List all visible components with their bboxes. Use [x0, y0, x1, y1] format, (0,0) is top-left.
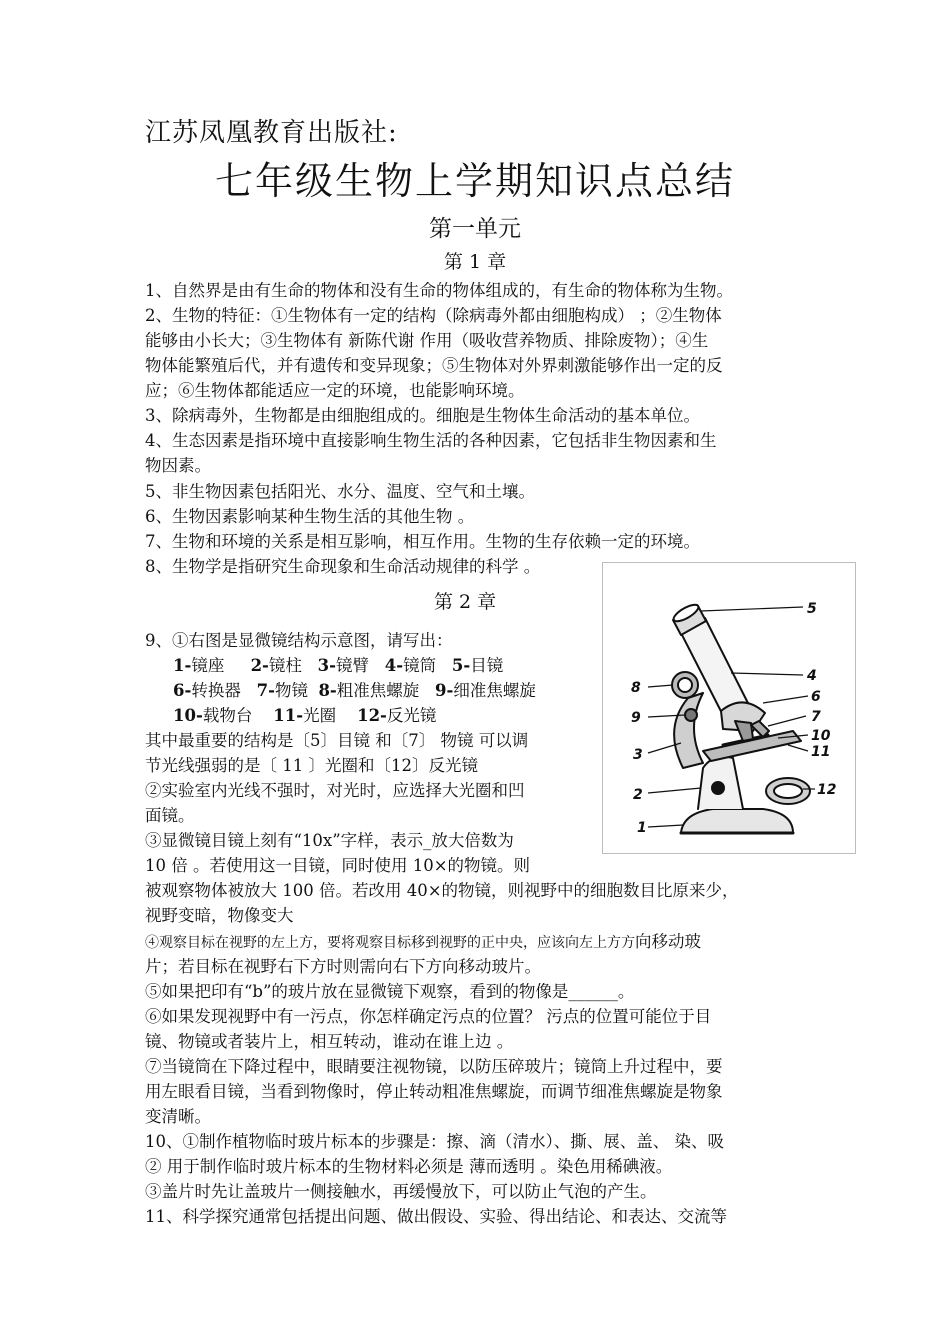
- paragraph-line: 4、生态因素是指环境中直接影响生物生活的各种因素，它包括非生物因素和生: [145, 431, 717, 450]
- label-7: 7: [811, 709, 821, 725]
- part-name: 镜筒: [403, 656, 437, 675]
- paragraph-line: 片；若目标在视野右下方时则需向右下方向移动玻片。: [145, 957, 541, 976]
- label-3: 3: [633, 747, 643, 763]
- label-10: 10: [811, 728, 831, 744]
- paragraph-line: 面镜。: [145, 806, 195, 825]
- parts-row: [173, 702, 436, 726]
- text-run: 向移动玻: [635, 932, 701, 951]
- page-title: 七年级生物上学期知识点总结: [214, 159, 735, 203]
- part-name: 反光镜: [386, 706, 437, 725]
- paragraph-line: 物体能繁殖后代，并有遗传和变异现象；⑤生物体对外界刺激能够作出一定的反: [145, 356, 723, 375]
- paragraph-line: 节光线强弱的是〔 11 〕光圈和〔12〕反光镜: [145, 756, 478, 775]
- part-number: 3-: [317, 656, 337, 675]
- paragraph-line: ⑤如果把印有“b”的玻片放在显微镜下观察，看到的物像是______。: [145, 982, 635, 1001]
- paragraph-line: 5、非生物因素包括阳光、水分、温度、空气和土壤。: [145, 482, 535, 501]
- part-name: 目镜: [470, 656, 504, 675]
- part-number: 1-: [173, 656, 192, 675]
- chapter2-heading: 第 2 章: [434, 591, 497, 613]
- part-number: 4-: [384, 656, 404, 675]
- part-number: 2-: [250, 656, 269, 675]
- paragraph-line: ⑦当镜筒在下降过程中，眼睛要注视物镜，以防压碎玻片；镜筒上升过程中，要: [145, 1057, 723, 1076]
- unit-heading: 第一单元: [429, 216, 521, 242]
- paragraph-line: 2、生物的特征：①生物体有一定的结构（除病毒外都由细胞构成） ；②生物体: [145, 306, 722, 325]
- paragraph-line: 11、科学探究通常包括提出问题、做出假设、实验、得出结论、和表达、交流等: [145, 1207, 727, 1226]
- part-name: 转换器: [191, 681, 241, 700]
- paragraph-line: 能够由小长大；③生物体有 新陈代谢 作用（吸收营养物质、排除废物）；④生: [145, 331, 709, 350]
- paragraph-line: 被观察物体被放大 100 倍。若改用 40×的物镜，则视野中的细胞数目比原来少，: [145, 881, 739, 900]
- part-number: 10-: [173, 706, 203, 725]
- part-name: 镜柱: [268, 656, 302, 675]
- label-9: 9: [631, 710, 641, 726]
- label-8: 8: [631, 680, 641, 696]
- part-number: 7-: [256, 681, 275, 700]
- paragraph-line: 视野变暗，物像变大: [145, 906, 294, 925]
- part-number: 11-: [273, 706, 304, 725]
- part-name: 细准焦螺旋: [453, 681, 536, 700]
- label-2: 2: [633, 787, 643, 803]
- part-name: 光圈: [303, 706, 337, 725]
- microscope-diagram: [602, 562, 856, 854]
- label-4: 4: [807, 668, 817, 684]
- label-11: 11: [811, 744, 831, 760]
- publisher-line: 江苏凤凰教育出版社:: [145, 118, 398, 148]
- paragraph-line: 用左眼看目镜，当看到物像时，停止转动粗准焦螺旋，而调节细准焦螺旋是物象: [145, 1082, 723, 1101]
- part-number: 6-: [173, 681, 192, 700]
- chapter1-heading: 第 1 章: [443, 251, 507, 273]
- paragraph-line: 8、生物学是指研究生命现象和生命活动规律的科学 。: [145, 557, 541, 576]
- paragraph-line: 6、生物因素影响某种生物生活的其他生物 。: [145, 507, 475, 526]
- paragraph-line: ③盖片时先让盖玻片一侧接触水，再缓慢放下，可以防止气泡的产生。: [145, 1182, 657, 1201]
- paragraph-line: 10 倍 。若使用这一目镜，同时使用 10×的物镜。则: [145, 856, 531, 875]
- paragraph-line: ②实验室内光线不强时，对光时，应选择大光圈和凹: [145, 781, 525, 800]
- label-5: 5: [807, 601, 817, 617]
- part-name: 物镜: [274, 681, 308, 700]
- paragraph-line: 物因素。: [145, 456, 211, 475]
- part-name: 载物台: [202, 706, 253, 725]
- paragraph-line: 其中最重要的结构是〔5〕目镜 和〔7〕 物镜 可以调: [145, 731, 529, 750]
- microscope-illustration: [603, 563, 855, 853]
- part-name: 粗准焦螺旋: [336, 681, 420, 700]
- paragraph-line: ③显微镜目镜上刻有“10x”字样，表示_放大倍数为: [145, 831, 514, 850]
- paragraph-line: 1、自然界是由有生命的物体和没有生命的物体组成的，有生命的物体称为生物。: [145, 281, 733, 300]
- paragraph-line: ② 用于制作临时玻片标本的生物材料必须是 薄而透明 。染色用稀碘液。: [145, 1157, 673, 1176]
- small-text: ④观察目标在视野的左上方，要将观察目标移到视野的正中央，应该向左上方方: [145, 935, 635, 951]
- parts-row: [173, 652, 503, 676]
- label-1: 1: [637, 820, 647, 836]
- part-name: 镜座: [191, 656, 225, 675]
- label-12: 12: [817, 782, 837, 798]
- part-number: 8-: [318, 681, 337, 700]
- paragraph-line: [145, 928, 701, 952]
- paragraph-line: 3、除病毒外，生物都是由细胞组成的。细胞是生物体生命活动的基本单位。: [145, 406, 700, 425]
- paragraph-line: ⑥如果发现视野中有一污点，你怎样确定污点的位置？ 污点的位置可能位于目: [145, 1007, 712, 1026]
- part-number: 5-: [451, 656, 471, 675]
- paragraph-line: 7、生物和环境的关系是相互影响，相互作用。生物的生存依赖一定的环境。: [145, 532, 700, 551]
- part-number: 12-: [357, 706, 387, 725]
- parts-row: [173, 677, 536, 701]
- part-name: 镜臂: [336, 656, 370, 675]
- paragraph-line: 10、①制作植物临时玻片标本的步骤是：擦、滴（清水）、撕、展、盖、 染、吸: [145, 1132, 724, 1151]
- paragraph-line: 变清晰。: [145, 1107, 211, 1126]
- paragraph-line: 应；⑥生物体都能适应一定的环境，也能影响环境。: [145, 381, 525, 400]
- q9-intro: 9、①右图是显微镜结构示意图，请写出：: [145, 631, 453, 650]
- paragraph-line: 镜、物镜或者装片上，相互转动，谁动在谁上边 。: [145, 1032, 514, 1051]
- part-number: 9-: [435, 681, 454, 700]
- label-6: 6: [811, 689, 821, 705]
